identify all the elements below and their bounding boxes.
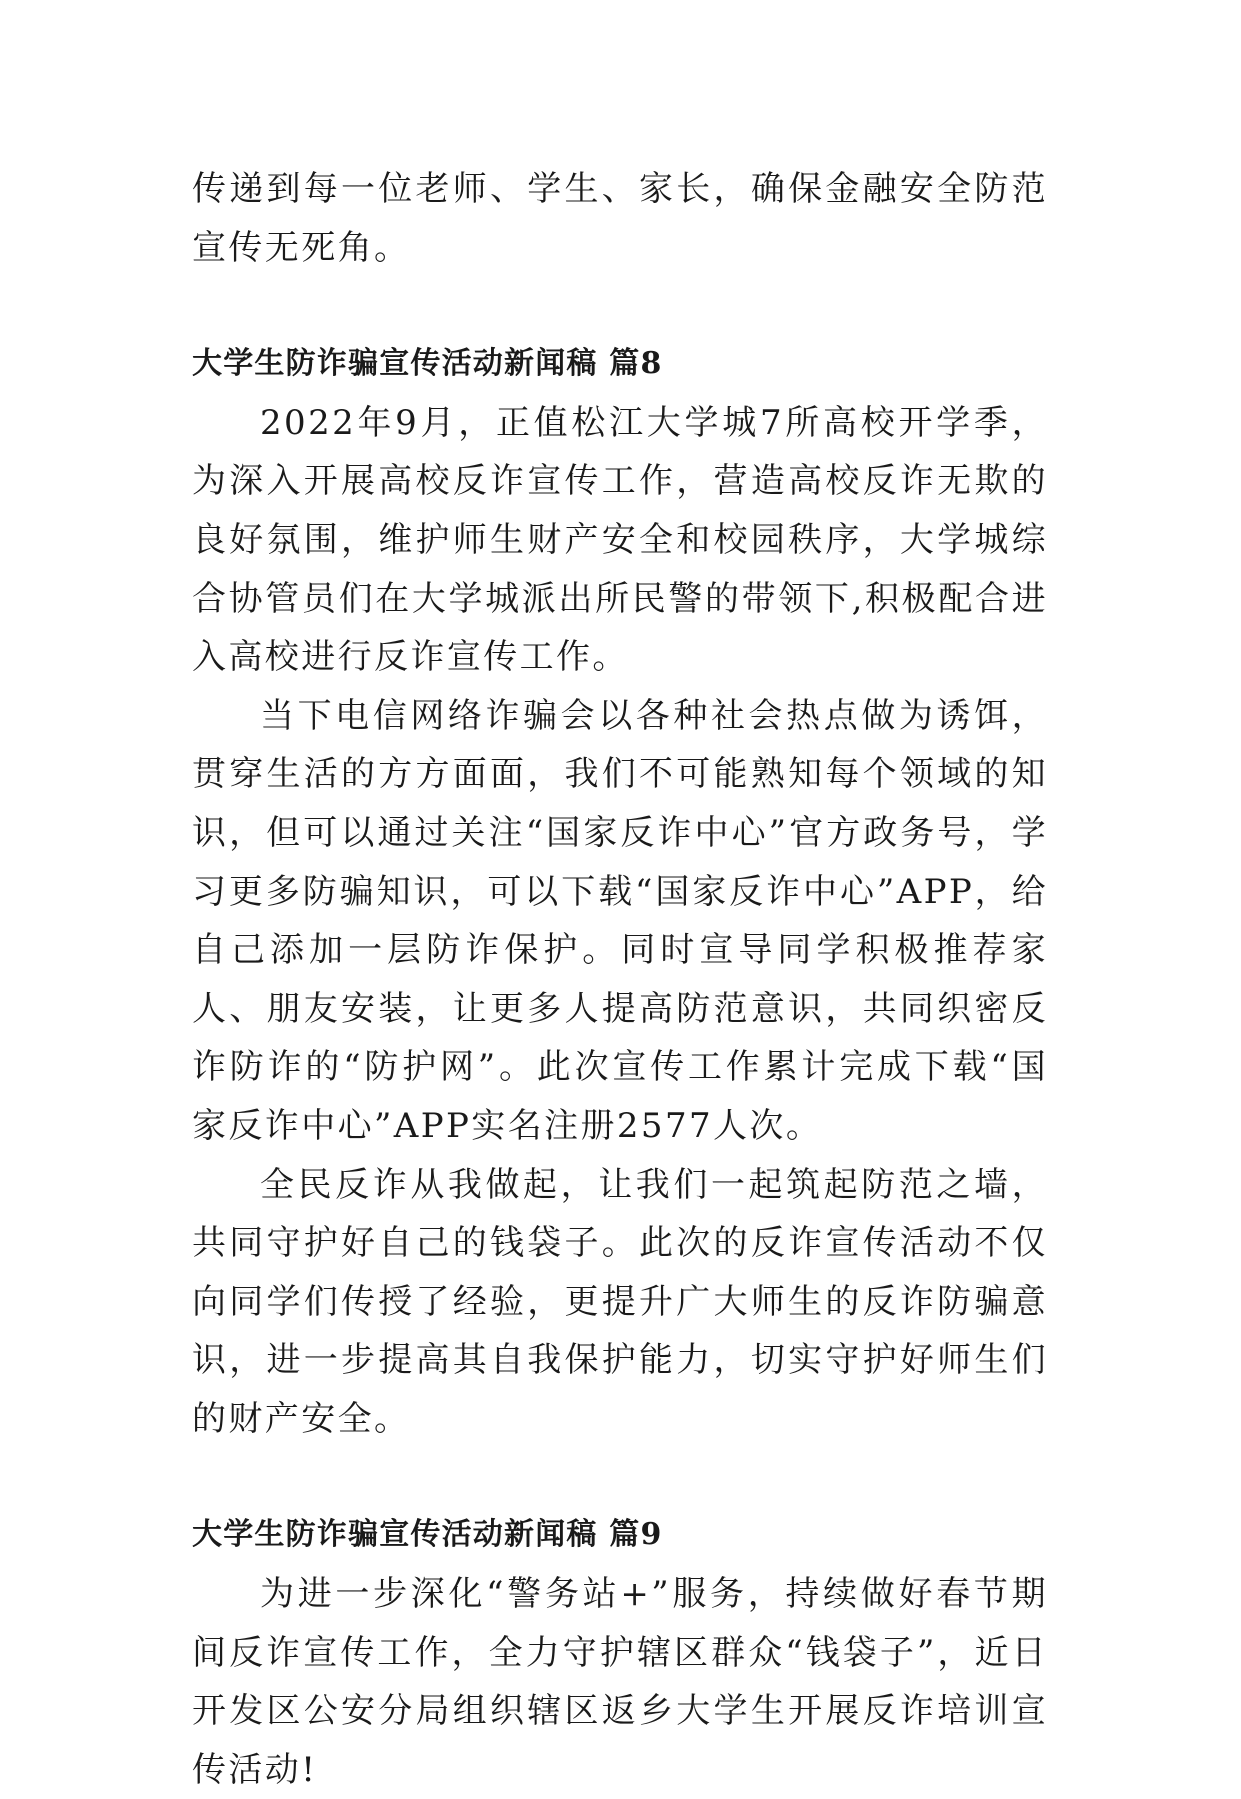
section-9 — [192, 1506, 1048, 1799]
section-8 — [192, 335, 1048, 1448]
intro-paragraph: 传递到每一位老师、学生、家长，确保金融安全防范宣传无死角。 — [192, 169, 1048, 268]
document-page — [192, 160, 1048, 1799]
section-9-paragraph-1: 为进一步深化“警务站+”服务，持续做好春节期间反诈宣传工作，全力守护辖区群众“钱袋子”，近日开发区公安分局组织辖区返乡大学生开展反诈培训宣传活动! — [192, 1574, 1048, 1790]
section-9-title: 大学生防诈骗宣传活动新闻稿 篇9 — [192, 1517, 663, 1553]
section-8-paragraph-2: 当下电信网络诈骗会以各种社会热点做为诱饵，贯穿生活的方方面面，我们不可能熟知每个领域的知识，但可以通过关注“国家反诈中心”官方政务号，学习更多防骗知识，可以下载“国家反诈中心”APP，给自己添加一层防诈保护。同时宣导同学积极推荐家人、朋友安装，让更多人提高防范意识，共同织密反诈防诈的“防护网”。此次宣传工作累计完成下载“国家反诈中心”APP实名注册2577人次。 — [192, 695, 1048, 1146]
section-8-title: 大学生防诈骗宣传活动新闻稿 篇8 — [192, 346, 663, 382]
section-8-paragraph-3: 全民反诈从我做起，让我们一起筑起防范之墙，共同守护好自己的钱袋子。此次的反诈宣传活动不仅向同学们传授了经验，更提升广大师生的反诈防骗意识，进一步提高其自我保护能力，切实守护好师生们的财产安全。 — [192, 1164, 1048, 1439]
section-8-paragraph-1: 2022年9月，正值松江大学城7所高校开学季，为深入开展高校反诈宣传工作，营造高校反诈无欺的良好氛围，维护师生财产安全和校园秩序，大学城综合协管员们在大学城派出所民警的带领下,积极配合进入高校进行反诈宣传工作。 — [192, 402, 1048, 678]
